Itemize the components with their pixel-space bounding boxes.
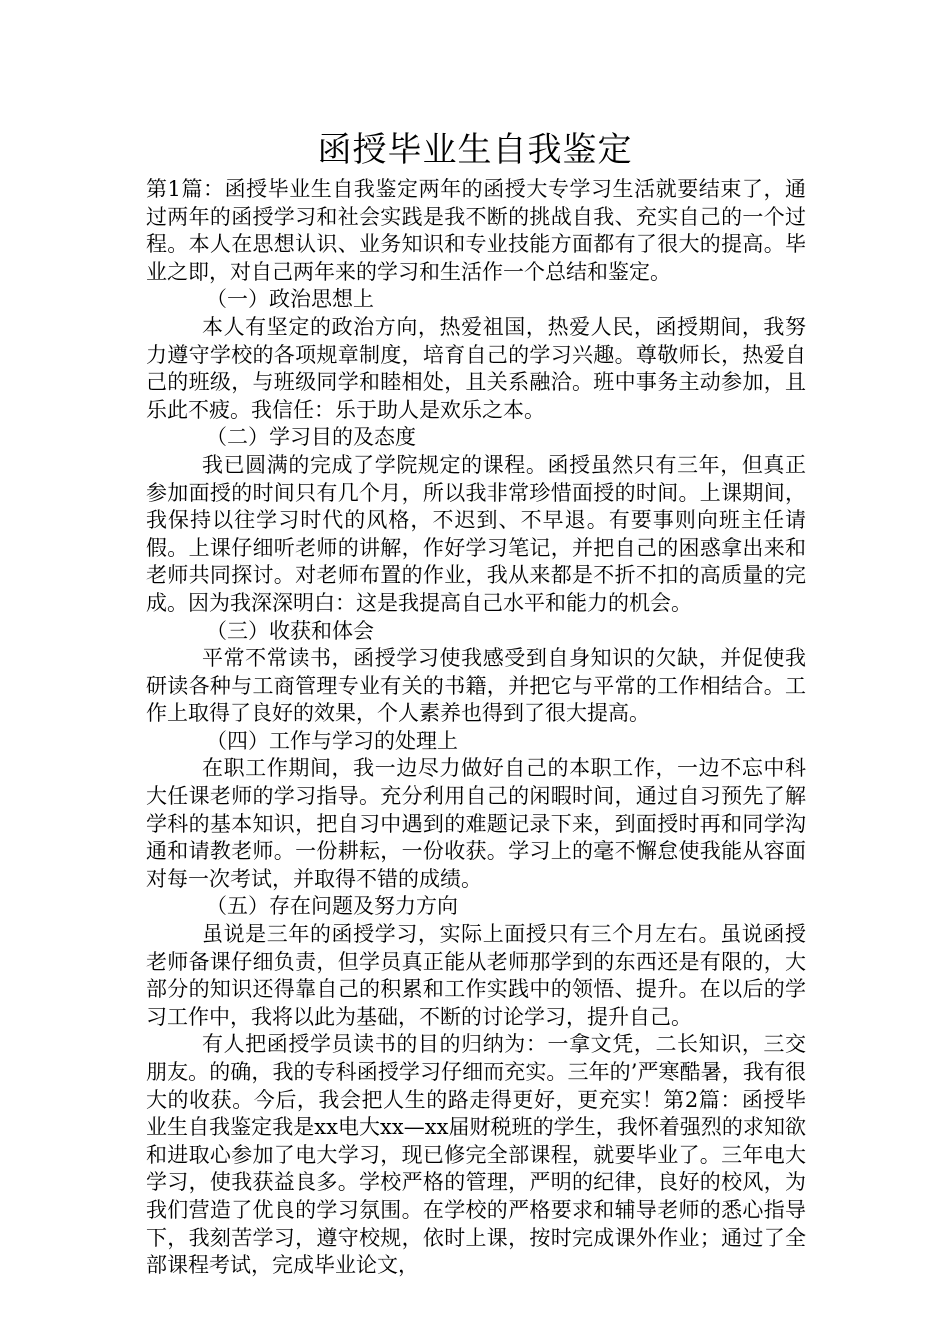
- document-body: [146, 176, 806, 1280]
- body-paragraph: 有人把函授学员读书的目的归纳为：一拿文凭，二长知识，三交朋友。的确，我的专科函授学习仔细而充实。三年的’严寒酷暑，我有很大的收获。今后，我会把人生的路走得更好，更充实！第2篇：函授毕业生自我鉴定我是xx电大xx—xx届财税班的学生，我怀着强烈的求知欲和进取心参加了电大学习，现已修完全部课程，就要毕业了。三年电大学习，使我获益良多。学校严格的管理，严明的纪律，良好的校风，为我们营造了优良的学习氛围。在学校的严格要求和辅导老师的悉心指导下，我刻苦学习，遵守校规，依时上课，按时完成课外作业；通过了全部课程考试，完成毕业论文，: [146, 1032, 806, 1278]
- section-heading-study-attitude: （二）学习目的及态度: [206, 425, 416, 450]
- body-paragraph: 平常不常读书，函授学习使我感受到自身知识的欠缺，并促使我研读各种与工商管理专业有关的书籍，并把它与平常的工作相结合。工作上取得了良好的效果，个人素养也得到了很大提高。: [146, 646, 806, 726]
- body-paragraph: 在职工作期间，我一边尽力做好自己的本职工作，一边不忘中科大任课老师的学习指导。充分利用自己的闲暇时间，通过自习预先了解学科的基本知识，把自习中遇到的难题记录下来，到面授时再和同学沟通和请教老师。一份耕耘，一份收获。学习上的毫不懈怠使我能从容面对每一次考试，并取得不错的成绩。: [146, 756, 806, 891]
- body-paragraph: 我已圆满的完成了学院规定的课程。函授虽然只有三年，但真正参加面授的时间只有几个月，所以我非常珍惜面授的时间。上课期间，我保持以往学习时代的风格，不迟到、不早退。有要事则向班主任请假。上课仔细听老师的讲解，作好学习笔记，并把自己的困惑拿出来和老师共同探讨。对老师布置的作业，我从来都是不折不扣的高质量的完成。因为我深深明白：这是我提高自己水平和能力的机会。: [146, 452, 806, 615]
- section-heading-gains: （三）收获和体会: [206, 618, 374, 643]
- body-paragraph: 虽说是三年的函授学习，实际上面授只有三个月左右。虽说函授老师备课仔细负责，但学员真正能从老师那学到的东西还是有限的，大部分的知识还得靠自己的积累和工作实践中的领悟、提升。在以后的学习工作中，我将以此为基础，不断的讨论学习，提升自己。: [146, 922, 806, 1029]
- intro-paragraph: 第1篇：函授毕业生自我鉴定两年的函授大专学习生活就要结束了，通过两年的函授学习和社会实践是我不断的挑战自我、充实自己的一个过程。本人在思想认识、业务知识和专业技能方面都有了很大的提高。毕业之即，对自己两年来的学习和生活作一个总结和鉴定。: [146, 177, 806, 284]
- section-heading-politics: （一）政治思想上: [206, 287, 374, 312]
- document-title: 函授毕业生自我鉴定: [317, 130, 633, 170]
- section-heading-problems: （五）存在问题及努力方向: [206, 894, 458, 919]
- body-paragraph: 本人有坚定的政治方向，热爱祖国，热爱人民，函授期间，我努力遵守学校的各项规章制度，培育自己的学习兴趣。尊敬师长，热爱自己的班级，与班级同学和睦相处，且关系融洽。班中事务主动参加，且乐此不疲。我信任：乐于助人是欢乐之本。: [146, 314, 806, 422]
- section-heading-work-study: （四）工作与学习的处理上: [206, 728, 458, 753]
